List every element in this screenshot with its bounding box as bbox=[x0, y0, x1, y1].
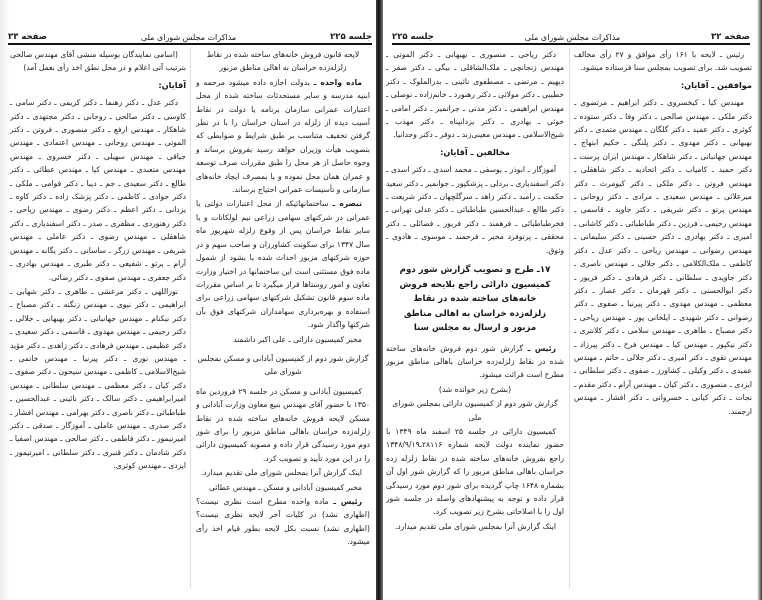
text-column-left bbox=[10, 48, 186, 596]
column-divider bbox=[190, 48, 191, 588]
article-text: بدولت اجازه داده میشود مرحمه و ابنیه مدرسه و سایر مستحدثات ساخته شده از محل اعتبارات عمرانی سازمان برنامه یا دولت در نقاط آسیب دیده از زلزله در استان خراسان را با در نظر گرفتن تخفیف متناسب بر طبق شرایط و ضوابطی که بتصویب هیأت وزیران خواهد رسید بفروش برساند و وجوه حاصل از هر محل را طبق مقررات صرف توسعه و عمران همان محل نموده و یا بمصرف ایجاد خانه‌های سازمانی و تأسیسات عمرانی احتیاج برساند. bbox=[196, 77, 370, 195]
text-column-right bbox=[574, 48, 752, 596]
speaker-label: رئیس ـ bbox=[527, 343, 556, 353]
gentlemen-label: آقایان: bbox=[158, 79, 186, 90]
text-column-right bbox=[196, 48, 370, 596]
page-header bbox=[8, 28, 372, 45]
names-list: دکتر عدل ـ دکتر رهنما ـ دکتر کریمی ـ دکتر سامی ـ کاوسی ـ دکتر صالحی ـ روحانی ـ دکتر مجتهدی ـ دکتر شاهکار ـ مهندس ارفع ـ دکتر منصوری ـ فروتن ـ دکتر الموتی ـ مهندس روحانی ـ مهندس اعتمادی ـ مهندس جیاقی ـ مهندس سهیلی ـ دکتر خسروی ـ مهندس مهندس متعبدی ـ مهندس کیا ـ مهندس عطائی ـ دکتر طالع ـ دکتر سعیدی ـ جم ـ دیبا ـ دکتر قوامی ـ ملکی ـ دکتر جوادی ـ کاظمی ـ دکتر پزشک زاده ـ دکتر کاوه ـ یزدانی ـ دکتر اعظم ـ دکتر رضوی ـ مهندس ریاحی ـ دکتر رهنوردی ـ مظفری ـ صدر ـ دکتر اسفندیاری ـ دکتر شاهقلی ـ مهندس رضوی ـ دکتر عاملی ـ مهندس شریفی ـ مهندس زرگر ـ ساسانی ـ دکتر یگانه ـ مهندس آرام ـ پرتو ـ شفیعی ـ دکتر طبری ـ مهندس بهادری ـ دکتر جعفری ـ مهندس صفوی ـ دکتر رضائی. bbox=[10, 98, 186, 282]
text-column-left bbox=[386, 48, 564, 596]
page-number: صفحه ۳۲ bbox=[711, 32, 750, 42]
session-number: جلسه ۲۲۵ bbox=[392, 32, 434, 42]
submit-text: اینک گزارش آنرا بمجلس شورای ملی تقدیم میدارد. bbox=[200, 468, 362, 478]
running-title: مذاکرات مجلس شورای ملی bbox=[524, 33, 621, 42]
president-vote-result: رئیس ـ لایحه با ۱۶۱ رأی موافق و ۲۷ رأی مخالف تصویب شد. برای تصویب بمجلس سنا فرستاده میشود. bbox=[574, 50, 752, 73]
single-article bbox=[196, 76, 370, 197]
roll-call-intro: (اسامی نمایندگان بوسیله منشی آقای مهندس صالحی بترتیب آتی اعلام و در محل نطق اخذ رأی بعمل آمد) bbox=[10, 50, 186, 73]
read-note: (بشرح زیر خوانده شد) bbox=[438, 384, 512, 394]
note-label: تبصره ـ bbox=[332, 199, 362, 209]
rapporteur-housing: مخبر کمیسیون آبادانی و مسکن ـ مهندس عطائی bbox=[208, 482, 362, 492]
report-text: کمیسیون دارائی در جلسه ۲۵ اسفند ماه ۱۳۴۹ با حضور نماینده دولت لایحه شماره ۲۸۱۱۶ـ۱۳۴۸/۹/۱۹ راجع بفروش خانه‌های ساخته شده در نقاط زلزله زده خراسان باهالی مناطق مزبور را که گزارش شور اول آن بشماره ۱۶۴۸ چاپ گردیده برای شور دوم مورد رسیدگی قرار داده و توجه به پیشنهادهای واصله در جلسه شور اول را با اصلاحاتی بشرح زیر تصویب کرد. bbox=[386, 427, 564, 517]
rapporteur-finance: مخبر کمیسیون دارائی ـ علی اکبر داشمند bbox=[233, 334, 362, 344]
page-number: صفحه ۳۳ bbox=[8, 32, 47, 42]
names-list: آموزگار ـ ابوذر ـ یوسفی ـ محمد اسدی ـ دکتر اسدی ـ دکتر اسفندیاری ـ بردلی ـ پزشکپور ـ جوانمیر ـ دکتر سعید حکمت ـ رامبد ـ دکتر زاهد ـ سرگلچهان ـ دکتر شریعت ـ دکتر طالع ـ عبدالحسین طباطبائی ـ دکتر عدلی تهرانی ـ فخرطباطبائی ـ فرهمند ـ دکتر فریور ـ فضائلی ـ دکتر محققی ـ پرتوفرد مخبر ـ فرحمند ـ موسوی ـ هادوی ـ وثوق. bbox=[386, 165, 564, 255]
note-paragraph bbox=[196, 197, 370, 331]
report-text: کمیسیون آبادانی و مسکن در جلسه ۲۹ فروردین ماه ۱۳۵۰ با حضور آقای مهندس بنیع معاون وزارت آبادانی و مسکن لایحه فروش خانه‌های ساخته شده در نقاط زلزله‌زده خراسان باهالی مناطق مزبور را برای شور دوم مورد رسیدگی قرار داده و مصوبه کمیسیون دارائی را در این مورد تأیید و تصویب کرد. bbox=[196, 386, 370, 463]
president-statement bbox=[196, 495, 370, 549]
report-title: گزارش شور دوم از کمیسیون دارائی بمجلس شورای ملی bbox=[392, 399, 558, 422]
running-title: مذاکرات مجلس شورای ملی bbox=[140, 33, 237, 42]
left-page bbox=[0, 0, 378, 600]
page-edge bbox=[757, 0, 762, 600]
names-list: نوراللهی ـ دکتر مرعشی ـ طاهری ـ دکتر شهابی ـ ابراهیمی ـ دکتر نبوی ـ مهندس زنگنه ـ دکتر مصباح ـ دکتر نیکنام ـ مهندس جهانبانی ـ دکتر بهبهانی ـ جلالی ـ دکتر رحیمی ـ مهندس مهدوی ـ قاسمی ـ دکتر سعیدی ـ دکتر عظیمی ـ مهندس فرهادی ـ دکتر زاهدی ـ دکتر مؤید ـ مهندس نوری ـ دکتر پیرنیا ـ مهندس خاتمی ـ شیخ‌الاسلامی ـ کاظمی ـ مهندس سیحون ـ دکتر صفوی ـ دکتر کیان ـ دکتر معظمی ـ مهندس سلطانی ـ مهندس امیرابراهیمی ـ دکتر سالک ـ دکتر نائینی ـ عبدالحسین ـ طباطبائی ـ دکتر ناصری ـ دکتر بهرامی ـ مهندس افشار ـ دکتر صدری ـ مهندس عاملی ـ آموزگار ـ صدقی ـ دکتر امیرتیمور ـ دکتر فاطمی ـ دکتر صالحی ـ مهندس اصفیا ـ دکتر شادمان ـ دکتر قنبری ـ دکتر سلطانی ـ امیرتیمور ـ ایزدی ـ مهندس کوثری. bbox=[10, 286, 186, 471]
in-favor-heading: موافقین ـ آقایان: bbox=[680, 79, 752, 90]
report-title: گزارش شور دوم از کمیسیون آبادانی و مسکن بمجلس شورای ملی bbox=[197, 353, 369, 377]
opposed-heading: مخالفین ـ آقایان: bbox=[440, 146, 510, 157]
right-page bbox=[384, 0, 756, 600]
column-divider bbox=[569, 48, 570, 588]
names-list: دکتر ریاحی ـ منصوری ـ بهبهانی ـ دکتر الموتی ـ مهندس زنجانچی ـ ملک‌الشاقلی ـ بیگی ـ دکتر صفر ـ دیهیم ـ مرتضی ـ مصطفوی نائینی ـ بدرالملوک ـ دکتر خطیبی ـ دکتر مولائی ـ دکتر رهنورد ـ خانم‌زاده ـ نوصلی ـ مهندس ابراهیمی ـ دکتر مدنی ـ جراتمیر ـ دکتر امامی ـ خوئی ـ بهادری ـ دکتر یزدانپناه ـ دکتر مهذب ـ شیخ‌الاسلامی ـ مهندس معینی‌زند ـ دوقر ـ دکتر وجدانیا. bbox=[386, 50, 564, 140]
bill-title: لایحه قانون فروش خانه‌های ساخته شده در نقاط زلزله‌زده خراسان به اهالی مناطق مزبور bbox=[206, 50, 360, 73]
president-text: گزارش شور دوم فروش خانه‌های ساخته شده در نقاط زلزله‌زده خراسان باهالی مناطق مزبور مطرح است قرائت میشود. bbox=[386, 343, 564, 380]
speaker-label: رئیس ـ bbox=[333, 497, 362, 506]
book-gutter bbox=[376, 0, 383, 600]
page-header bbox=[392, 28, 750, 45]
president-statement bbox=[386, 342, 564, 382]
submit-text: اینک گزارش آنرا بمجلس شورای ملی تقدیم میدارد. bbox=[394, 521, 556, 531]
article-label: ماده واحده ـ bbox=[313, 77, 363, 87]
session-number: جلسه ۲۲۵ bbox=[330, 32, 372, 42]
names-list: مهندس کیا ـ کیخسروی ـ دکتر ابراهیم ـ مرتضوی ـ دکتر ملکی ـ مهندس صالحی ـ دکتر وفا ـ دکتر ستوده ـ کوثری ـ دکتر عمید ـ دکتر گلگان ـ مهندس متمدی ـ دکتر بهبهانی ـ دکتر مهدوی ـ دکتر پلنگی ـ حکیم ابتهاج ـ مهندس جهانبانی ـ دکتر شاهکار ـ مهندس ایران پرست ـ دکتر حمید ـ کامیاب ـ دکتر اتحادیه ـ دکتر شاهقلی ـ مهندس فروتن ـ دکتر ملکی ـ دکتر کیومرث ـ دکتر میرعلائی ـ مهندس سعیدی ـ مرادی ـ دکتر روحانی ـ مهندس پرتو ـ دکتر شریفی ـ دکتر جاوید ـ قاسمی ـ مهندس رحیمی ـ فرزین ـ دکتر طباطبائی ـ دکتر کاشانی ـ امیری ـ دکتر بهادری ـ دکتر حسینی ـ دکتر سلیمانی ـ مهندس رضوانی ـ مهندس ریاحی ـ دکتر عدل ـ دکتر کاظمی ـ ملک‌الکلامی ـ دکتر جلالی ـ مهندس ناصری ـ دکتر جاویدی ـ سلطانی ـ دکتر فرهادی ـ دکتر فریور ـ دکتر ابوالحسنی ـ دکتر قهرمان ـ دکتر عصار ـ دکتر معظمی ـ مهندس مهدوی ـ دکتر پیرنیا ـ صفوی ـ دکتر رضوانی ـ دکتر شهیدی ـ ایلخانی پور ـ مهندس ریاحی ـ دکتر مصباح ـ طاهری ـ مهندس سلامی ـ دکتر کلانتری ـ دکتر نیکپور ـ مهندس کیا ـ مهندس فرخ ـ دکتر پیرزاد ـ مهندس تقوی ـ دکتر امیری ـ دکتر جلالی ـ حاتم ـ مهندس عمیدی ـ دکتر وکیلی ـ کشاورز ـ صفوی ـ دکتر سلطانی ـ ایزدی ـ منصوری ـ دکتر کیان ـ مهندس آرام ـ دکتر مقدم ـ نجات ـ دکتر کیانی ـ خسروانی ـ دکتر افشار ـ مهندس ارجمند. bbox=[574, 98, 752, 416]
agenda-item-heading: ۱۷ـ طرح و تصویب گزارش شور دوم کمیسیون دارائی راجع بلایحه فروش خانه‌های ساخته شده در نقاط زلزله‌زده خراسان به اهالی مناطق مزبور و ارسال به مجلس سنا bbox=[399, 265, 551, 334]
president-text: ماده واحده مطرح است نظری نیست؟ (اظهاری نشد) در کلیات آخر لایحه نظری نیست؟ (اظهاری نشد) نسبت بکل لایحه بطور قیام اخذ رأی میشود. bbox=[196, 497, 370, 547]
note-text: ساختمانهائیکه از محل اعتبارات دولتی یا عمرانی در شرکتهای سهامی زراعی نیم لولکانات و یا سایر نقاط خراسان پس از وقوع زلزله شهریور ماه سال ۱۳۴۷ برای سکونت کشاورزان و صاحب سهم و در حوزه شرکتهای مزبور احداث شده یا بشود از شمول ماده فوق مستثنی است این ساختمانها در اختیار وزارت تعاون و امور روستاها قرار میگیرد تا بر اساس مقررات ماده سوم قانون تشکیل شرکتهای سهامی زراعی برای استفاده و بهره‌برداری سهامداران شرکتهای فوق بآن شرکتها واگذار شود. bbox=[196, 199, 370, 330]
